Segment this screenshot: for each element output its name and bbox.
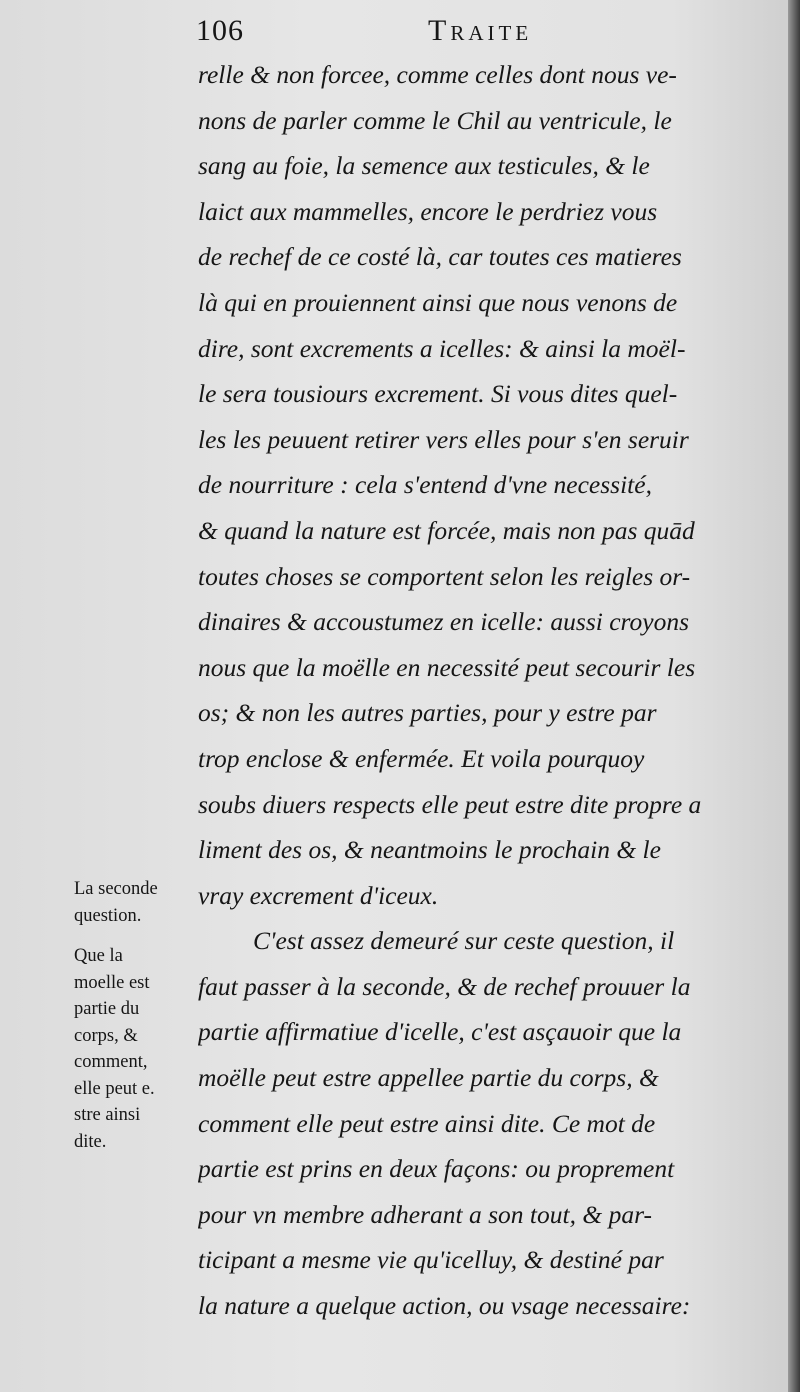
margin-line: Que la xyxy=(74,946,123,966)
text-line: de nourriture : cela s'entend d'vne necessité, xyxy=(198,470,652,500)
paragraph-start-line: C'est assez demeuré sur ceste question, il xyxy=(253,926,675,956)
text-line: ticipant a mesme vie qu'icelluy, & destiné par xyxy=(198,1245,664,1275)
margin-line: corps, & xyxy=(74,1025,138,1046)
text-line: dinaires & accoustumez en icelle: aussi croyons xyxy=(198,607,690,637)
margin-line: dite. xyxy=(74,1131,107,1152)
text-line: la nature a quelque action, ou vsage necessaire: xyxy=(198,1291,691,1321)
margin-line: comment, xyxy=(74,1052,148,1072)
text-line: liment des os, & neantmoins le prochain & le xyxy=(198,835,661,865)
text-line: le sera tousiours excrement. Si vous dites quel- xyxy=(198,379,678,409)
margin-line: La seconde xyxy=(74,879,158,899)
text-line: les les peuuent retirer vers elles pour s'en seruir xyxy=(198,424,689,454)
margin-note xyxy=(74,876,208,1155)
page-number: 106 xyxy=(196,14,244,47)
text-line: comment elle peut estre ainsi dite. Ce mot de xyxy=(198,1108,656,1138)
text-line: sang au foie, la semence aux testicules, & le xyxy=(198,151,650,181)
margin-line: question. xyxy=(74,905,142,926)
running-head: Traite xyxy=(428,14,533,47)
margin-line: elle peut e. xyxy=(74,1078,155,1099)
page-header xyxy=(0,10,790,54)
text-line: os; & non les autres parties, pour y estre par xyxy=(198,698,657,728)
body-text xyxy=(198,52,778,1329)
text-line: nous que la moëlle en necessité peut secourir les xyxy=(198,652,696,682)
margin-line: partie du xyxy=(74,999,140,1019)
text-line: toutes choses se comportent selon les reigles or- xyxy=(198,561,691,591)
text-line: de rechef de ce costé là, car toutes ces matieres xyxy=(198,242,682,272)
text-line: dire, sont excrements a icelles: & ainsi la moël- xyxy=(198,333,686,363)
text-line: vray excrement d'iceux. xyxy=(198,880,439,910)
text-line: pour vn membre adherant a son tout, & par- xyxy=(198,1199,652,1229)
text-line: & quand la nature est forcée, mais non pas quād xyxy=(198,515,695,545)
text-line: là qui en prouiennent ainsi que nous venons de xyxy=(198,287,678,317)
text-line: relle & non forcee, comme celles dont nous ve- xyxy=(198,60,677,89)
text-line: laict aux mammelles, encore le perdriez vous xyxy=(198,196,658,226)
text-line: partie affirmatiue d'icelle, c'est asçauoir que la xyxy=(198,1017,682,1047)
page-edge-shadow xyxy=(788,0,800,1392)
margin-line: stre ainsi xyxy=(74,1105,141,1125)
text-line: faut passer à la seconde, & de rechef prouuer la xyxy=(198,971,691,1001)
text-line: soubs diuers respects elle peut estre dite propre a xyxy=(198,789,702,819)
text-line: trop enclose & enfermée. Et voila pourquoy xyxy=(198,743,645,773)
text-line: nons de parler comme le Chil au ventricule, le xyxy=(198,105,672,135)
margin-line: moelle est xyxy=(74,972,150,993)
text-line: partie est prins en deux façons: ou proprement xyxy=(198,1154,675,1184)
text-line: moëlle peut estre appellee partie du corps, & xyxy=(198,1063,659,1093)
